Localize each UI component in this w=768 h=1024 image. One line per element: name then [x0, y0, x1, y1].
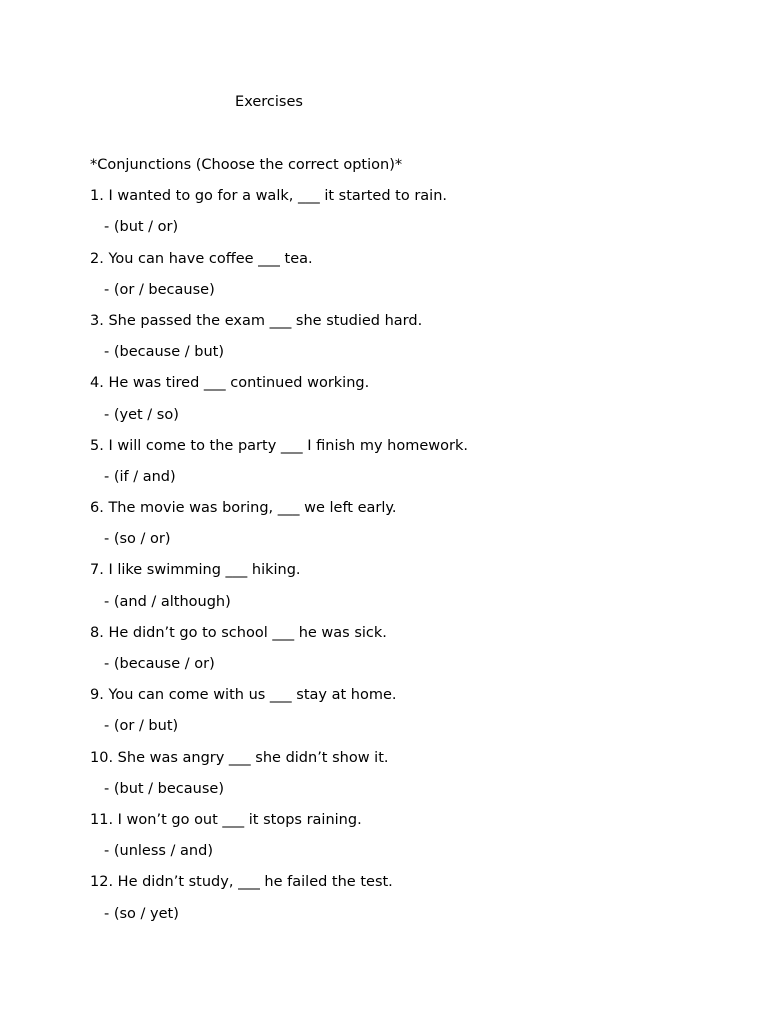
question-10-options: - (but / because) — [104, 780, 224, 797]
question-8: 8. He didn’t go to school ___ he was sick. — [90, 624, 387, 641]
question-4-options: - (yet / so) — [104, 406, 179, 423]
question-6: 6. The movie was boring, ___ we left early. — [90, 500, 397, 517]
question-2: 2. You can have coffee ___ tea. — [90, 250, 313, 267]
question-8-options: - (because / or) — [104, 656, 215, 672]
question-1-options: - (but / or) — [104, 219, 179, 236]
question-5-options: - (if / and) — [104, 468, 176, 485]
section-heading: *Conjunctions (Choose the correct option)* — [90, 157, 403, 173]
question-3: 3. She passed the exam ___ she studied hard. — [90, 312, 423, 329]
question-5: 5. I will come to the party ___ I finish my homework. — [90, 437, 468, 454]
question-10: 10. She was angry ___ she didn’t show it. — [90, 749, 389, 766]
question-11-options: - (unless / and) — [104, 843, 213, 860]
question-3-options: - (because / but) — [104, 344, 224, 361]
question-6-options: - (so / or) — [104, 531, 171, 548]
question-9-options: - (or / but) — [104, 718, 179, 735]
question-4: 4. He was tired ___ continued working. — [90, 375, 370, 392]
question-12-options: - (so / yet) — [104, 905, 179, 922]
question-2-options: - (or / because) — [104, 281, 215, 298]
question-12: 12. He didn’t study, ___ he failed the test. — [90, 874, 393, 891]
question-1: 1. I wanted to go for a walk, ___ it started to rain. — [90, 188, 447, 205]
question-7: 7. I like swimming ___ hiking. — [90, 562, 301, 579]
question-7-options: - (and / although) — [104, 593, 231, 610]
document-title: Exercises — [235, 94, 303, 110]
exercise-content — [90, 155, 730, 935]
question-11: 11. I won’t go out ___ it stops raining. — [90, 811, 362, 828]
question-9: 9. You can come with us ___ stay at home. — [90, 687, 397, 704]
